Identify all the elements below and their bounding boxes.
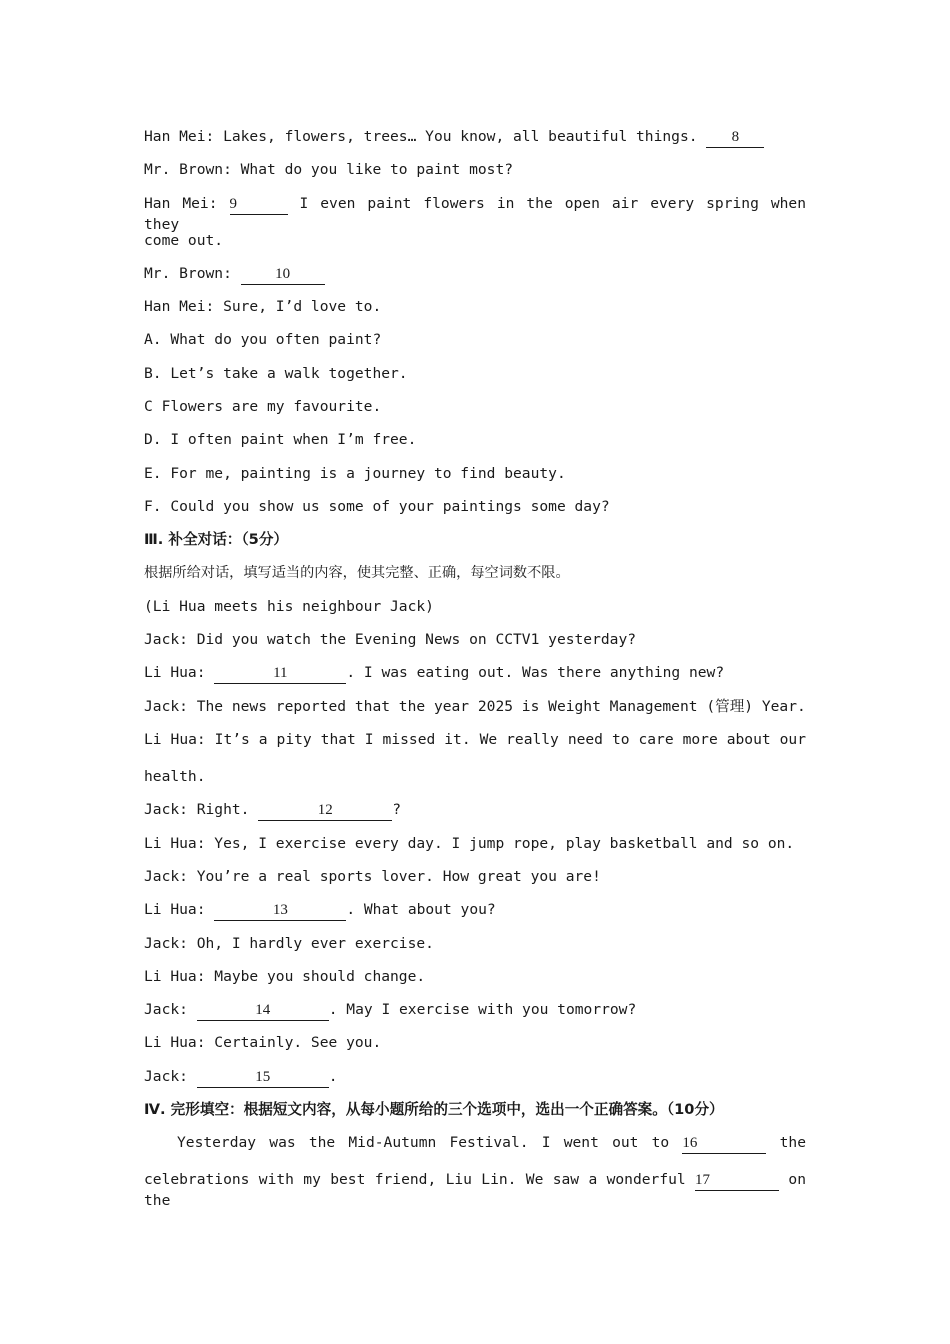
answer-blank-8[interactable]: 8	[706, 129, 764, 148]
dialogue-line: Jack: Oh, I hardly ever exercise.	[144, 935, 434, 952]
dialogue-text: I even paint flowers in the open air every spring when they	[144, 195, 806, 233]
answer-blank-17[interactable]: 17	[695, 1172, 779, 1191]
passage-line	[144, 1170, 806, 1211]
speaker: Li Hua:	[144, 901, 206, 918]
dialogue-line	[144, 900, 806, 921]
answer-blank-9[interactable]: 9	[230, 196, 288, 215]
answer-blank-11[interactable]: 11	[214, 665, 346, 684]
option-a: A. What do you often paint?	[144, 331, 382, 348]
dialogue-text: . I was eating out. Was there anything new?	[346, 664, 725, 681]
answer-blank-12[interactable]: 12	[258, 802, 392, 821]
dialogue-text: . May I exercise with you tomorrow?	[328, 1001, 637, 1018]
dialogue-line: Jack: The news reported that the year 2025 is Weight Management (管理) Year.	[144, 698, 806, 715]
dialogue-line: come out.	[144, 232, 224, 249]
dialogue-line	[144, 1067, 806, 1088]
dialogue-line: Han Mei: Sure, I’d love to.	[144, 298, 382, 315]
passage-line	[177, 1133, 806, 1154]
option-e: E. For me, painting is a journey to find beauty.	[144, 465, 566, 482]
dialogue-line: Li Hua: Maybe you should change.	[144, 968, 426, 985]
option-b: B. Let’s take a walk together.	[144, 365, 408, 382]
speaker: Li Hua:	[144, 664, 206, 681]
section-3-instruction: 根据所给对话，填写适当的内容，使其完整、正确，每空词数不限。	[144, 565, 570, 581]
speaker: Jack: Right.	[144, 801, 250, 818]
dialogue-line	[144, 127, 806, 148]
option-c: C Flowers are my favourite.	[144, 398, 382, 415]
dialogue-line	[144, 800, 806, 821]
speaker: Mr. Brown:	[144, 265, 232, 282]
dialogue-line: Mr. Brown: What do you like to paint most?	[144, 161, 514, 178]
option-f: F. Could you show us some of your paintings some day?	[144, 498, 610, 515]
dialogue-line	[144, 1000, 806, 1021]
section-4-heading: Ⅳ. 完形填空：根据短文内容，从每小题所给的三个选项中，选出一个正确答案。（10分）	[144, 1101, 724, 1118]
passage-text: on the	[144, 1171, 806, 1209]
passage-text: the	[779, 1134, 806, 1151]
dialogue-line: Jack: You’re a real sports lover. How great you are!	[144, 868, 601, 885]
passage-text: Yesterday was the Mid-Autumn Festival. I went out to	[177, 1134, 670, 1151]
section-3-heading: Ⅲ. 补全对话：（5分）	[144, 531, 289, 548]
dialogue-line: Li Hua: Certainly. See you.	[144, 1034, 382, 1051]
dialogue-context: (Li Hua meets his neighbour Jack)	[144, 598, 434, 615]
dialogue-line	[144, 194, 806, 235]
answer-blank-15[interactable]: 15	[197, 1069, 329, 1088]
speaker: Jack:	[144, 1001, 188, 1018]
dialogue-line: Jack: Did you watch the Evening News on CCTV1 yesterday?	[144, 631, 637, 648]
dialogue-line: health.	[144, 768, 206, 785]
dialogue-text: .	[328, 1068, 338, 1085]
passage-text: celebrations with my best friend, Liu Lin. We saw a wonderful	[144, 1171, 686, 1188]
dialogue-line: Li Hua: Yes, I exercise every day. I jump rope, play basketball and so on.	[144, 835, 795, 852]
answer-blank-14[interactable]: 14	[197, 1002, 329, 1021]
dialogue-line	[144, 264, 806, 285]
answer-blank-10[interactable]: 10	[241, 266, 325, 285]
answer-blank-16[interactable]: 16	[682, 1135, 766, 1154]
speaker: Han Mei:	[144, 195, 218, 212]
dialogue-text: . What about you?	[346, 901, 496, 918]
speaker: Jack:	[144, 1068, 188, 1085]
option-d: D. I often paint when I’m free.	[144, 431, 417, 448]
dialogue-line: Li Hua: It’s a pity that I missed it. We really need to care more about our	[144, 731, 806, 748]
dialogue-line	[144, 663, 806, 684]
answer-blank-13[interactable]: 13	[214, 902, 346, 921]
dialogue-text: Han Mei: Lakes, flowers, trees… You know, all beautiful things.	[144, 128, 698, 145]
dialogue-text: ?	[392, 801, 402, 818]
